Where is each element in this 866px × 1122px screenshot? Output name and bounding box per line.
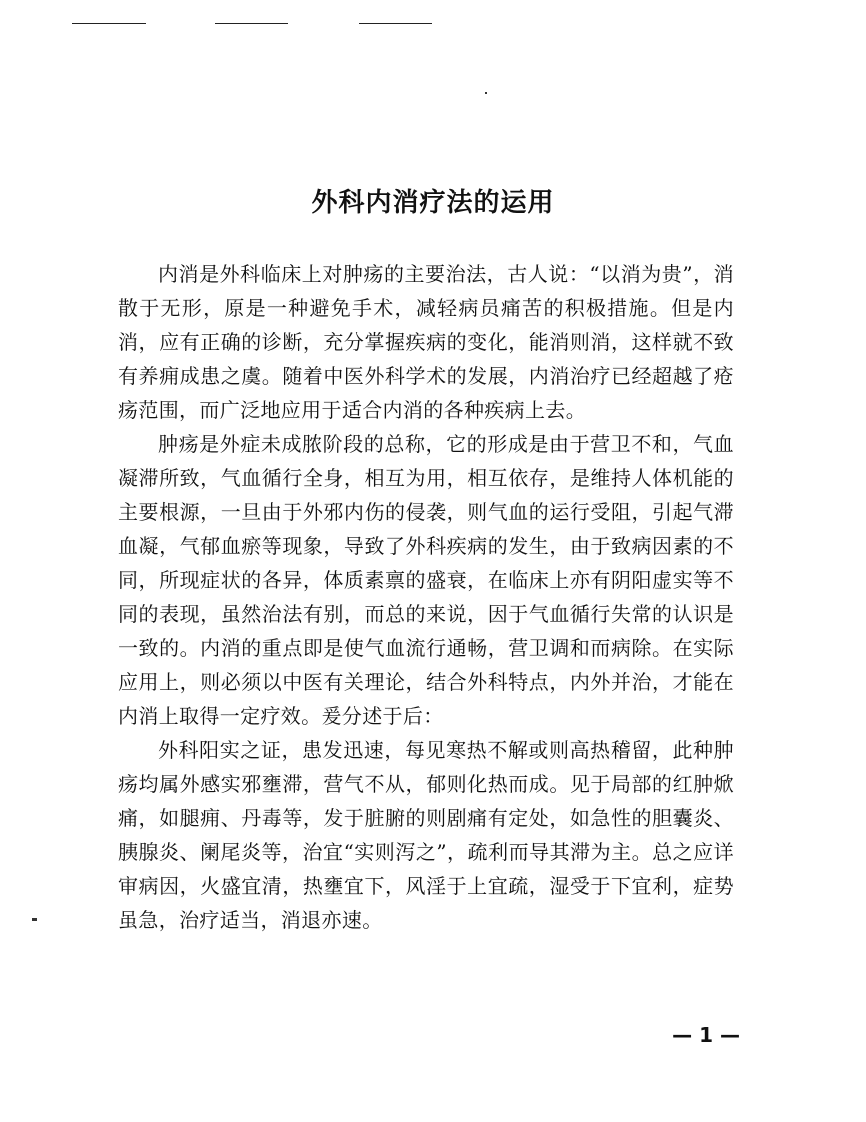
header-rule-right xyxy=(359,23,432,24)
paragraph-3: 外科阳实之证，患发迅速，每见寒热不解或则高热稽留，此种肿疡均属外感实邪壅滞，营气不从，郁则化热而成。见于局部的红肿焮痛，如腿痈、丹毒等，发于脏腑的则剧痛有定处，如急性的胆囊炎、胰腺炎、阑尾炎等，治宜“实则泻之”，疏利而导其滞为主。总之应详审病因，火盛宜清，热壅宜下，风淫于上宜疏，湿受于下宜利，症势虽急，治疗适当，消退亦速。 xyxy=(118,738,734,932)
body-text xyxy=(118,257,734,937)
paragraph-1: 内消是外科临床上对肿疡的主要治法，古人说：“以消为贵”，消散于无形，原是一种避免手术，减轻病员痛苦的积极措施。但是内消，应有正确的诊断，充分掌握疾病的变化，能消则消，这样就不致有养痈成患之虞。随着中医外科学术的发展，内消治疗已经超越了疮疡范围，而广泛地应用于适合内消的各种疾病上去。 xyxy=(118,262,734,422)
page-number: — 1 — xyxy=(672,1023,740,1047)
paragraph-2: 肿疡是外症未成脓阶段的总称，它的形成是由于营卫不和，气血凝滞所致，气血循行全身，相互为用，相互依存，是维持人体机能的主要根源，一旦由于外邪内伤的侵袭，则气血的运行受阻，引起气滞血凝，气郁血瘀等现象，导致了外科疾病的发生，由于致病因素的不同，所现症状的各异，体质素禀的盛衰，在临床上亦有阴阳虚实等不同的表现，虽然治法有别，而总的来说，因于气血循行失常的认识是一致的。内消的重点即是使气血流行通畅，营卫调和而病除。在实际应用上，则必须以中医有关理论，结合外科特点，内外并治，才能在内消上取得一定疗效。爰分述于后： xyxy=(118,432,734,728)
scan-speck-margin xyxy=(32,918,37,921)
header-rule-left xyxy=(72,23,146,24)
page-title: 外科内消疗法的运用 xyxy=(311,188,555,218)
scan-speck xyxy=(485,92,487,94)
header-rule-middle xyxy=(215,23,288,24)
